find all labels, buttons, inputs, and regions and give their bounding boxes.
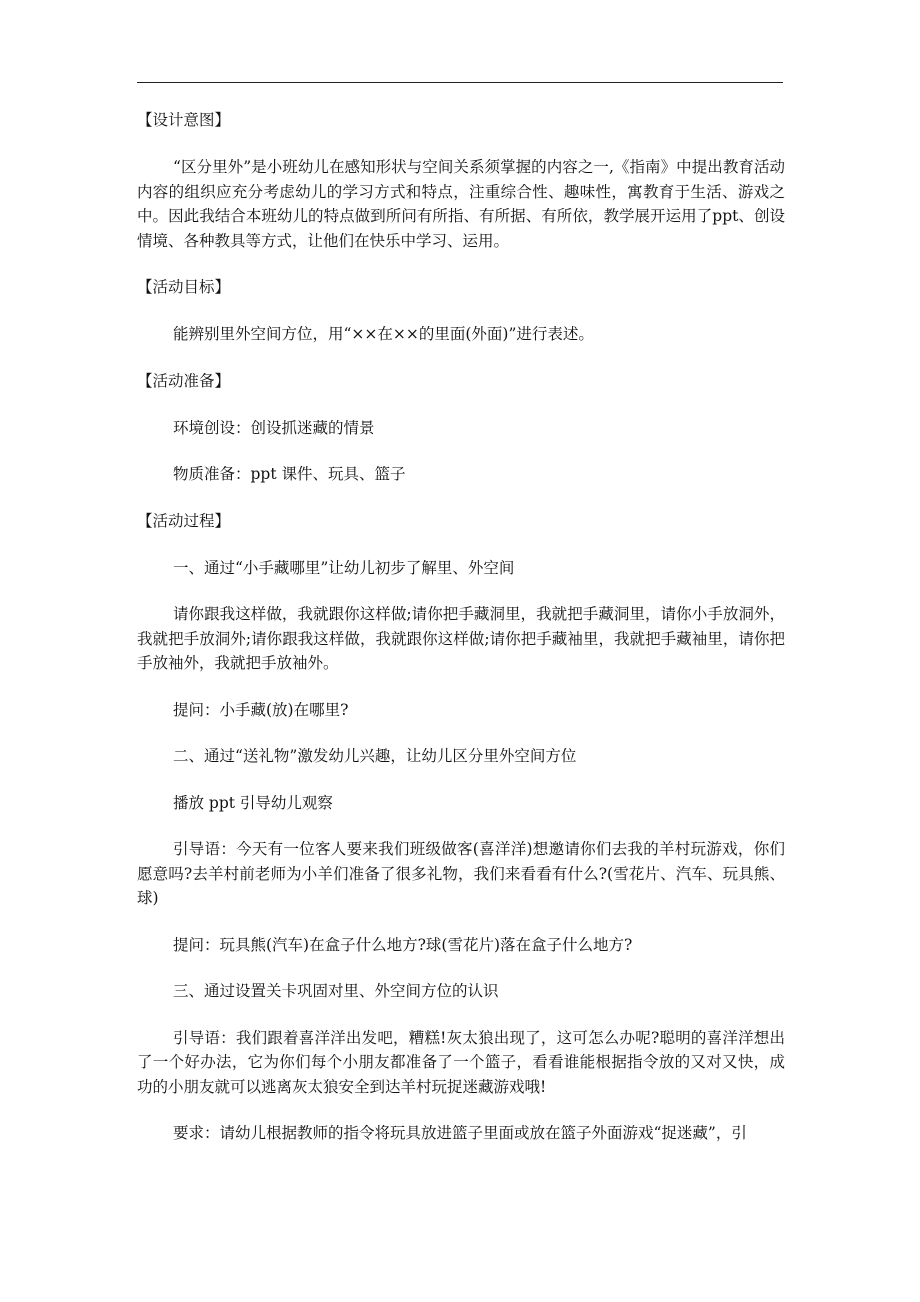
step-two-question: 提问：玩具熊(汽车)在盒子什么地方?球(雪花片)落在盒子什么地方? xyxy=(173,935,633,954)
step-three-requirement: 要求：请幼儿根据教师的指令将玩具放进篮子里面或放在篮子外面游戏“捉迷藏”，引 xyxy=(173,1124,747,1142)
step-one-rhyme-paragraph: 请你跟我这样做，我就跟你这样做;请你把手藏洞里，我就把手藏洞里，请你小手放洞外，我就把手放洞外;请你跟我这样做，我就跟你这样做;请你把手藏袖里，我就把手藏袖里，请你把手放袖外，我就把手放袖外。 xyxy=(137,605,785,672)
section-heading-design-intent: 【设计意图】 xyxy=(137,111,231,129)
document-body xyxy=(137,108,785,1168)
section-heading-activity-preparation: 【活动准备】 xyxy=(137,371,231,390)
section-heading-activity-process: 【活动过程】 xyxy=(137,511,231,530)
step-three-title: 三、通过设置关卡巩固对里、外空间方位的认识 xyxy=(173,982,499,1000)
step-one-title: 一、通过“小手藏哪里”让幼儿初步了解里、外空间 xyxy=(173,558,515,577)
section-heading-activity-goals: 【活动目标】 xyxy=(137,278,231,296)
design-intent-paragraph: “区分里外”是小班幼儿在感知形状与空间关系须掌握的内容之一,《指南》中提出教育活动内容的组织应充分考虑幼儿的学习方式和特点，注重综合性、趣味性，寓教育于生活、游戏之中。因此我结合本班幼儿的特点做到所问有所指、有所据、有所依，教学展开运用了ppt、创设情境、各种教具等方式，让他们在快乐中学习、运用。 xyxy=(137,158,785,250)
step-three-guide-paragraph: 引导语：我们跟着喜洋洋出发吧，糟糕!灰太狼出现了，这可怎么办呢?聪明的喜洋洋想出了一个好办法，它为你们每个小朋友都准备了一个篮子，看看谁能根据指令放的又对又快，成功的小朋友就可以逃离灰太狼安全到达羊村玩捉迷藏游戏哦! xyxy=(137,1028,785,1096)
materials-paragraph: 物质准备：ppt 课件、玩具、篮子 xyxy=(173,465,406,483)
step-two-title: 二、通过“送礼物”激发幼儿兴趣，让幼儿区分里外空间方位 xyxy=(173,747,577,765)
step-one-question: 提问：小手藏(放)在哪里? xyxy=(173,700,349,719)
activity-goals-paragraph: 能辨别里外空间方位，用“××在××的里面(外面)”进行表述。 xyxy=(173,325,594,343)
header-rule xyxy=(137,82,783,83)
step-two-guide-paragraph: 引导语：今天有一位客人要来我们班级做客(喜洋洋)想邀请你们去我的羊村玩游戏，你们愿意吗?去羊村前老师为小羊们准备了很多礼物，我们来看看有什么?(雪花片、汽车、玩具熊、球) xyxy=(137,840,785,907)
step-two-ppt-line: 播放 ppt 引导幼儿观察 xyxy=(173,793,333,812)
environment-setup-paragraph: 环境创设：创设抓迷藏的情景 xyxy=(173,418,375,437)
